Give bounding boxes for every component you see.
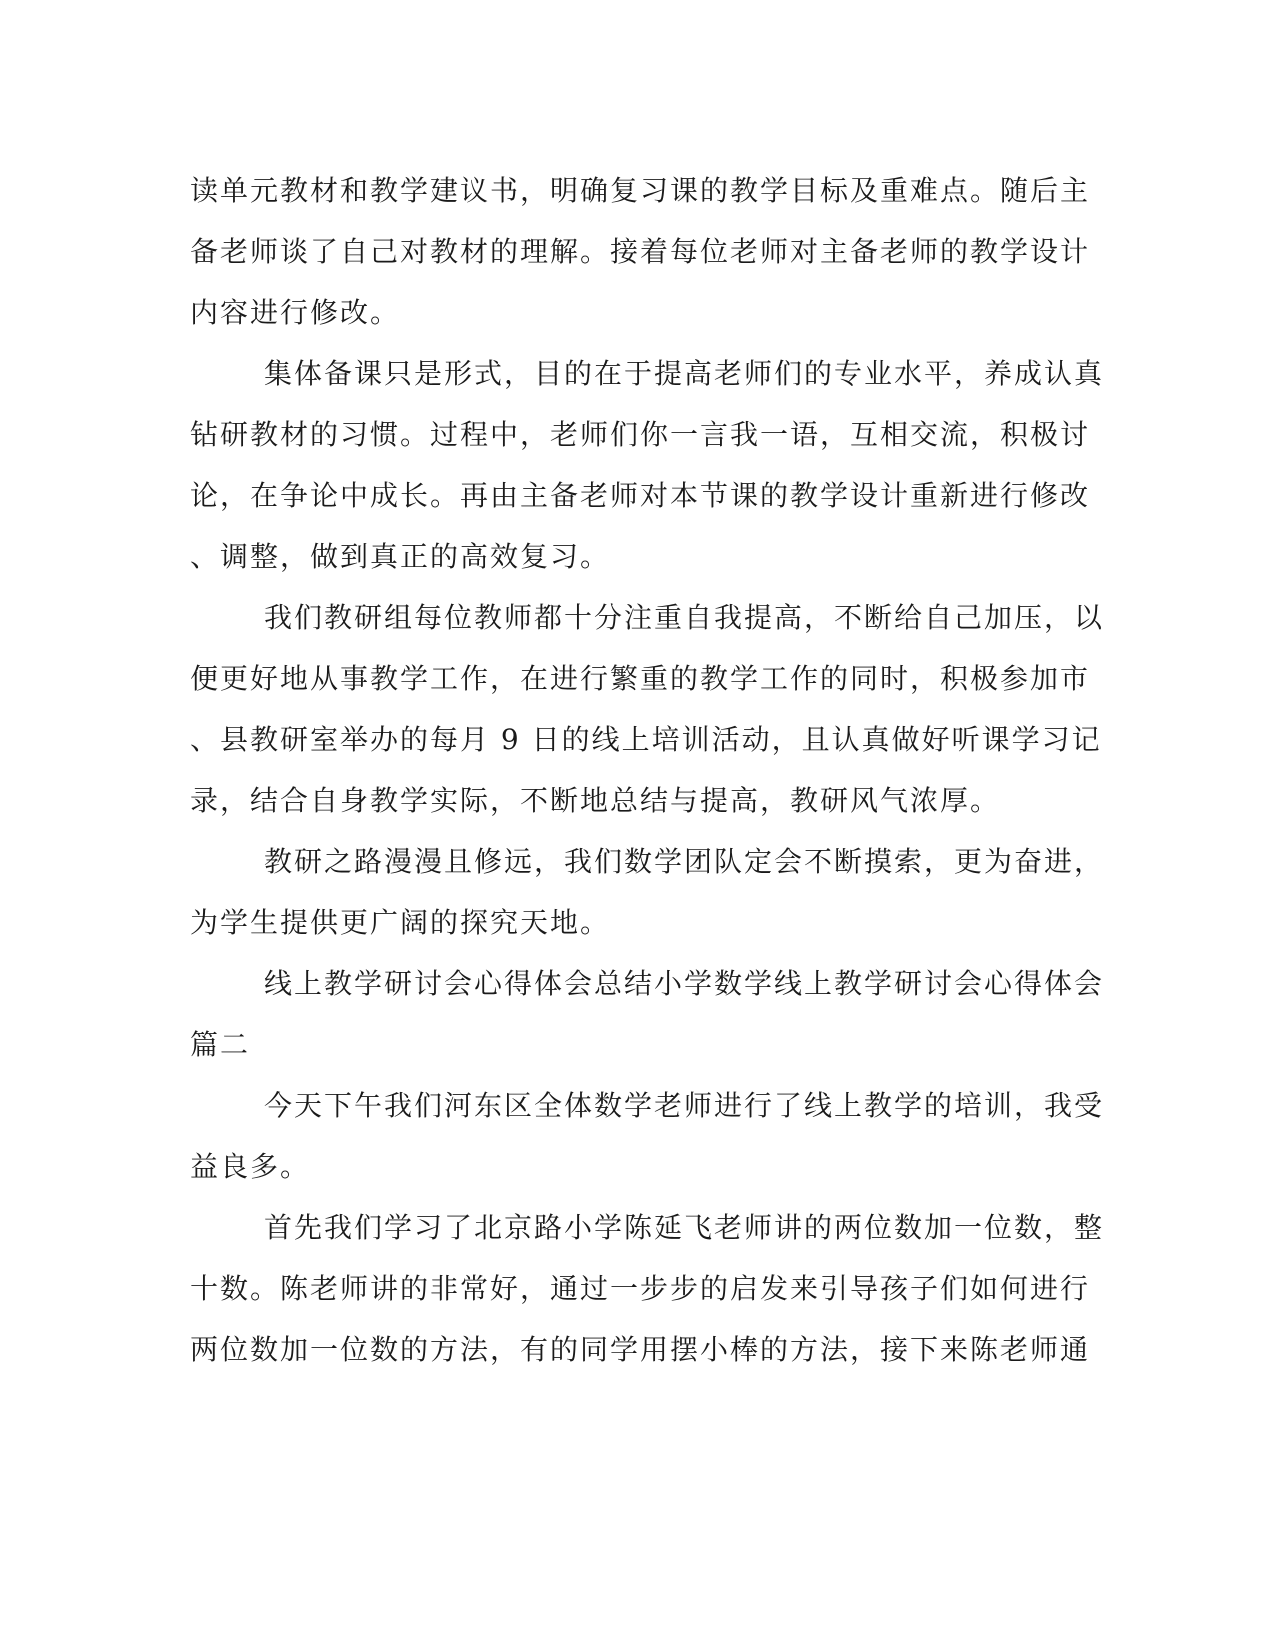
text-line: 我们教研组每位教师都十分注重自我提高，不断给自己加压，以 [264, 601, 1105, 634]
text-line: 十数。陈老师讲的非常好，通过一步步的启发来引导孩子们如何进行 [190, 1272, 1091, 1305]
paragraph-1 [190, 160, 1091, 343]
text-line: 两位数加一位数的方法，有的同学用摆小棒的方法，接下来陈老师通 [190, 1333, 1091, 1366]
text-line: 集体备课只是形式，目的在于提高老师们的专业水平，养成认真 [264, 357, 1105, 390]
text-line: 今天下午我们河东区全体数学老师进行了线上教学的培训，我受 [264, 1089, 1105, 1122]
text-line: 为学生提供更广阔的探究天地。 [190, 906, 611, 939]
text-line: 线上教学研讨会心得体会总结小学数学线上教学研讨会心得体会 [264, 967, 1105, 1000]
text-line: 篇二 [190, 1028, 251, 1061]
text-line: 益良多。 [190, 1150, 311, 1183]
text-line: 、调整，做到真正的高效复习。 [190, 540, 611, 573]
text-line: 内容进行修改。 [190, 296, 401, 329]
text-line: 、县教研室举办的每月 9 日的线上培训活动，且认真做好听课学习记 [190, 723, 1102, 756]
text-line: 教研之路漫漫且修远，我们数学团队定会不断摸索，更为奋进， [264, 845, 1105, 878]
document-body [190, 160, 1105, 1380]
text-line: 论，在争论中成长。再由主备老师对本节课的教学设计重新进行修改 [190, 479, 1091, 512]
section-heading-paragraph [190, 953, 1105, 1075]
text-line: 读单元教材和教学建议书，明确复习课的教学目标及重难点。随后主 [190, 174, 1091, 207]
text-line: 便更好地从事教学工作，在进行繁重的教学工作的同时，积极参加市 [190, 662, 1091, 695]
paragraph-4 [190, 831, 1105, 953]
paragraph-2 [190, 343, 1105, 587]
text-line: 备老师谈了自己对教材的理解。接着每位老师对主备老师的教学设计 [190, 235, 1091, 268]
paragraph-7 [190, 1197, 1105, 1380]
text-line: 首先我们学习了北京路小学陈延飞老师讲的两位数加一位数，整 [264, 1211, 1105, 1244]
paragraph-3 [190, 587, 1105, 831]
text-line: 录，结合自身教学实际，不断地总结与提高，教研风气浓厚。 [190, 784, 1001, 817]
text-line: 钻研教材的习惯。过程中，老师们你一言我一语，互相交流，积极讨 [190, 418, 1091, 451]
paragraph-6 [190, 1075, 1105, 1197]
